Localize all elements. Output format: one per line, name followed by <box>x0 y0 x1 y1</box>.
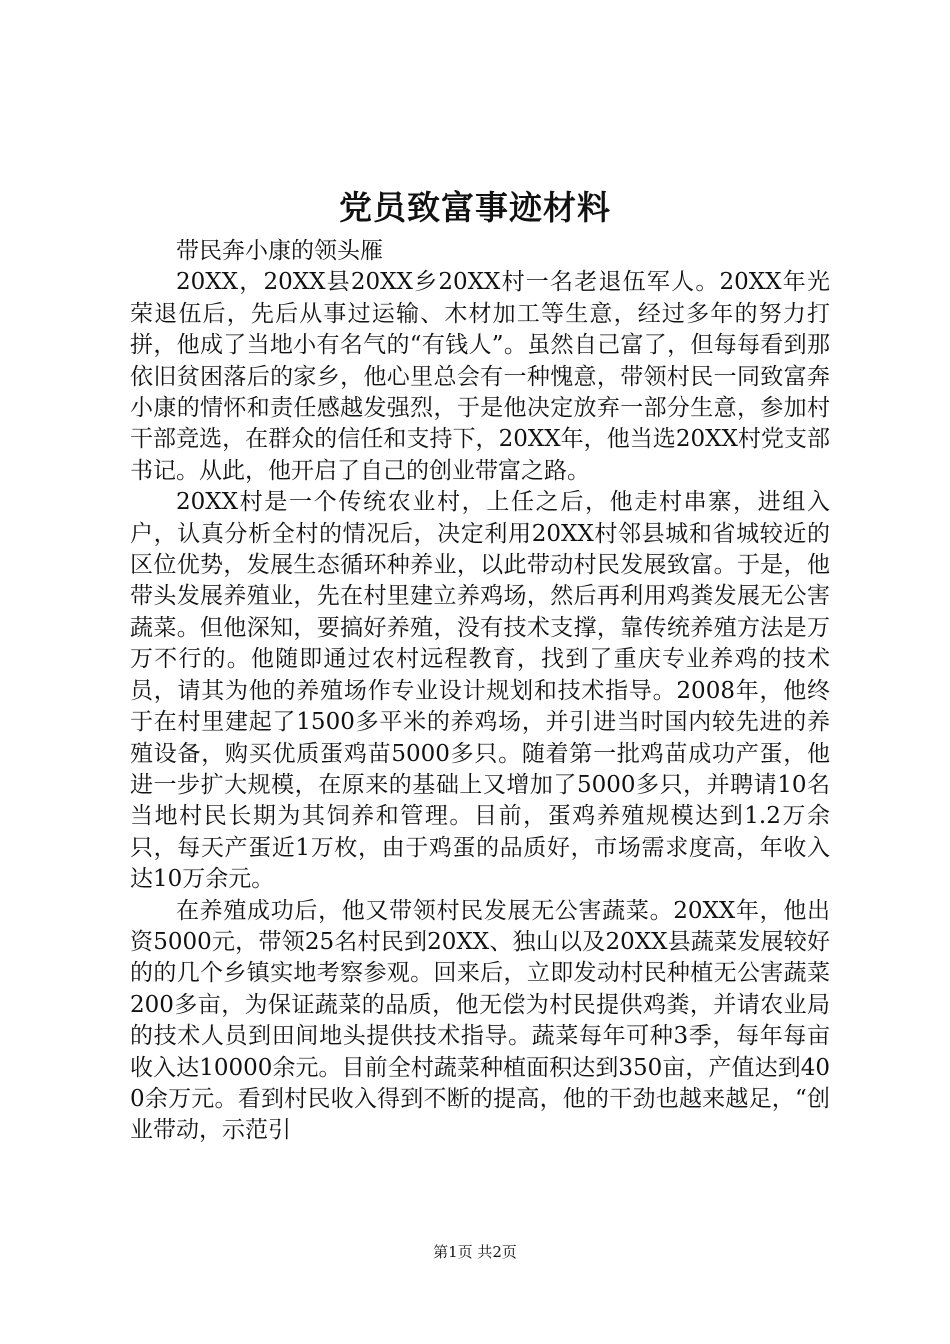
subtitle-paragraph: 带民奔小康的领头雁 <box>176 238 383 264</box>
body-paragraph: 20XX，20XX县20XX乡20XX村一名老退伍军人。20XX年光荣退伍后，先后从事过运输、木材加工等生意，经过多年的努力打拼，他成了当地小有名气的“有钱人”。虽然自己富了，但每每看到那依旧贫困落后的家乡，他心里总会有一种愧意，带领村民一同致富奔小康的情怀和责任感越发强烈，于是他决定放弃一部分生意，参加村干部竞选，在群众的信任和支持下，20XX年，他当选20XX村党支部书记。从此，他开启了自己的创业带富之路。 <box>130 269 830 484</box>
page-footer: 第1页 共2页 <box>433 1243 517 1261</box>
document-body <box>130 236 830 1147</box>
body-paragraph: 在养殖成功后，他又带领村民发展无公害蔬菜。20XX年，他出资5000元，带领25名村民到20XX、独山以及20XX县蔬菜发展较好的的几个乡镇实地考察参观。回来后，立即发动村民种植无公害蔬菜200多亩，为保证蔬菜的品质，他无偿为村民提供鸡粪，并请农业局的技术人员到田间地头提供技术指导。蔬菜每年可种3季，每年每亩收入达10000余元。目前全村蔬菜种植面积达到350亩，产值达到400余万元。看到村民收入得到不断的提高，他的干劲也越来越足，“创业带动，示范引 <box>130 897 830 1144</box>
body-paragraph: 20XX村是一个传统农业村，上任之后，他走村串寨，进组入户，认真分析全村的情况后，决定利用20XX村邻县城和省城较近的区位优势，发展生态循环种养业，以此带动村民发展致富。于是，他带头发展养殖业，先在村里建立养鸡场，然后再利用鸡粪发展无公害蔬菜。但他深知，要搞好养殖，没有技术支撑，靠传统养殖方法是万万不行的。他随即通过农村远程教育，找到了重庆专业养鸡的技术员，请其为他的养殖场作专业设计规划和技术指导。2008年，他终于在村里建起了1500多平米的养鸡场，并引进当时国内较先进的养殖设备，购买优质蛋鸡苗5000多只。随着第一批鸡苗成功产蛋，他进一步扩大规模，在原来的基础上又增加了5000多只，并聘请10名当地村民长期为其饲养和管理。目前，蛋鸡养殖规模达到1.2万余只，每天产蛋近1万枚，由于鸡蛋的品质好，市场需求度高，年收入达10万余元。 <box>130 489 830 893</box>
document-title: 党员致富事迹材料 <box>339 188 611 227</box>
